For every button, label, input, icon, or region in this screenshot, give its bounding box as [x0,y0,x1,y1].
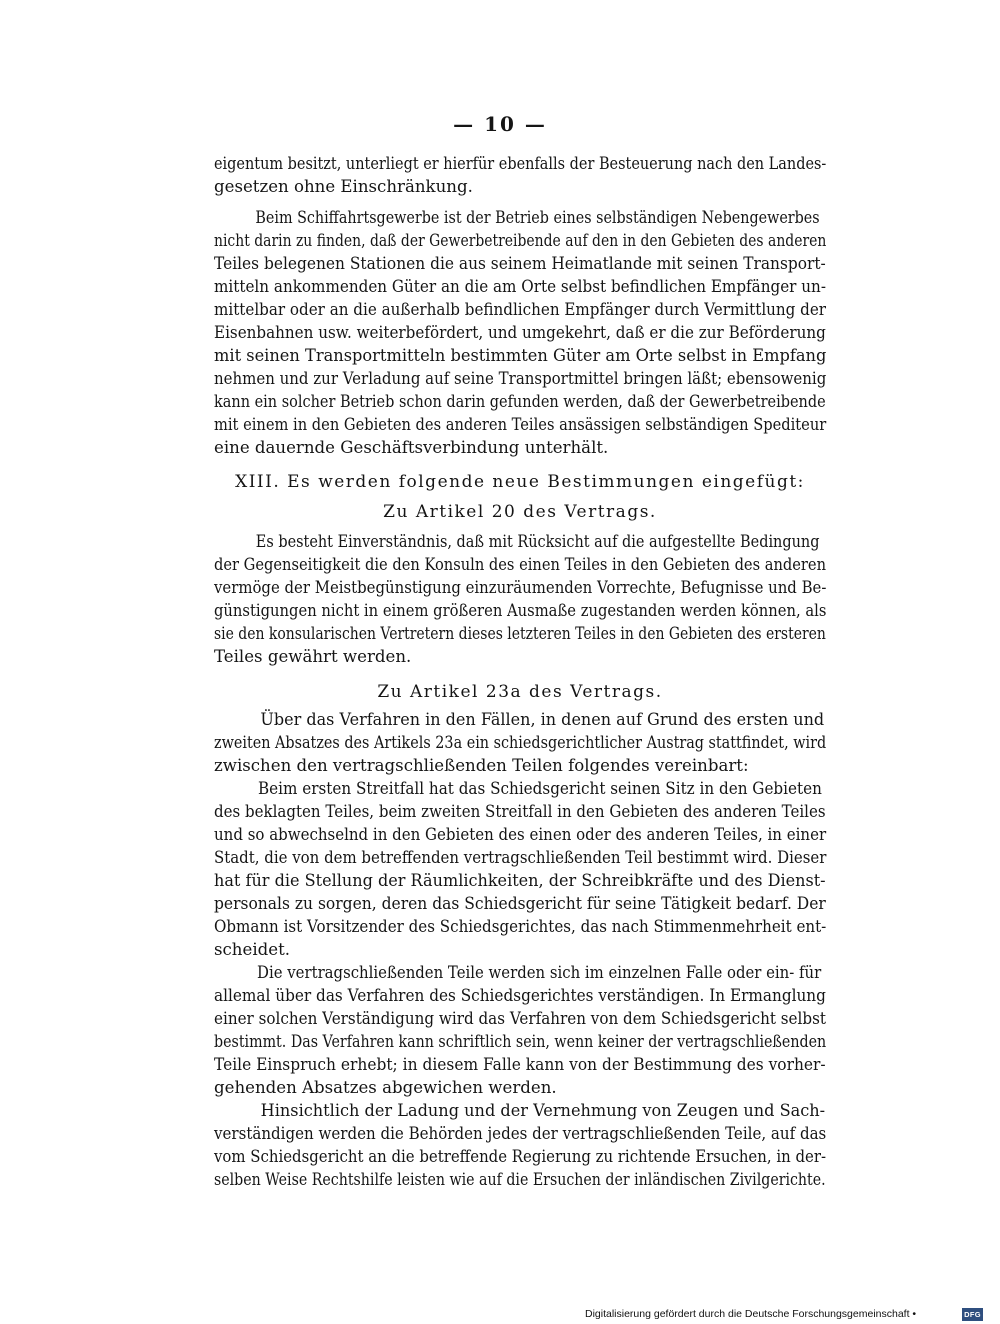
page-number: — 10 — [453,112,547,136]
text-line: und so abwechselnd in den Gebieten des einen oder des anderen Teiles, in einer [214,825,827,844]
digitization-credit: Digitalisierung gefördert durch die Deutsche Forschungsgemeinschaft • [585,1308,917,1320]
text-line: einer solchen Verständigung wird das Verfahren von dem Schiedsgericht selbst [214,1009,826,1028]
text-line: Über das Verfahren in den Fällen, in denen auf Grund des ersten und [260,710,825,729]
text-line: verständigen werden die Behörden jedes der vertragschließenden Teile, auf das [214,1124,827,1143]
text-line: vom Schiedsgericht an die betreffende Regierung zu richtende Ersuchen, in der- [214,1147,826,1166]
text-line: hat für die Stellung der Räumlichkeiten, der Schreibkräfte und des Dienst- [214,871,826,890]
text-line: nicht darin zu finden, daß der Gewerbetreibende auf den in den Gebieten des anderen [214,231,827,250]
text-line: allemal über das Verfahren des Schiedsgerichtes verständigen. In Ermanglung [214,986,826,1005]
section-heading-xiii: XIII. Es werden folgende neue Bestimmungen eingefügt: [235,472,805,492]
paragraph-schiffahrtsgewerbe [214,206,826,459]
text-line: des beklagten Teiles, beim zweiten Streitfall in den Gebieten des anderen Teiles [214,802,826,821]
article-heading-23a: Zu Artikel 23a des Vertrags. [377,682,663,702]
dfg-logo-icon: DFG [962,1308,983,1321]
text-line: zweiten Absatzes des Artikels 23a ein schiedsgerichtlicher Austrag stattfindet, wird [214,733,827,752]
text-line: Obmann ist Vorsitzender des Schiedsgerichtes, das nach Stimmenmehrheit ent- [214,917,827,936]
text-line: Die vertragschließenden Teile werden sich im einzelnen Falle oder ein- für [257,963,822,982]
text-line: Eisenbahnen usw. weiterbefördert, und umgekehrt, daß er die zur Beförderung [214,323,826,342]
text-line: vermöge der Meistbegünstigung einzuräumenden Vorrechte, Befugnisse und Be- [214,578,827,597]
paragraph-continuation [214,152,826,198]
paragraph-rechtshilfe [214,1099,826,1191]
text-line: scheidet. [214,940,291,959]
text-line: Beim ersten Streitfall hat das Schiedsgericht seinen Sitz in den Gebieten [257,779,822,798]
text-line: Teiles belegenen Stationen die aus seinem Heimatlande mit seinen Transport- [214,254,826,273]
paragraph-streitfall [214,777,826,961]
text-line: Es besteht Einverständnis, daß mit Rücksicht auf die aufgestellte Bedingung [255,532,820,551]
text-line: Hinsichtlich der Ladung und der Vernehmung von Zeugen und Sach- [260,1101,826,1120]
text-line: zwischen den vertragschließenden Teilen folgendes vereinbart: [214,756,749,775]
article-heading-20: Zu Artikel 20 des Vertrags. [383,502,657,522]
text-line: Teiles gewährt werden. [214,647,412,666]
text-line: nehmen und zur Verladung auf seine Transportmittel bringen läßt; ebensowenig [214,369,827,388]
text-line: der Gegenseitigkeit die den Konsuln des einen Teiles in den Gebieten des anderen [214,555,827,574]
text-line: bestimmt. Das Verfahren kann schriftlich sein, wenn keiner der vertragschließenden [214,1032,827,1051]
paragraph-verfahren [214,708,826,777]
paragraph-verstaendigung [214,961,826,1099]
text-line: Stadt, die von dem betreffenden vertragschließenden Teil bestimmt wird. Dieser [214,848,827,867]
text-line: gesetzen ohne Einschränkung. [214,177,473,196]
text-line: eigentum besitzt, unterliegt er hierfür ebenfalls der Besteuerung nach den Landes- [214,154,827,173]
text-line: mit einem in den Gebieten des anderen Teiles ansässigen selbständigen Spediteur [214,415,827,434]
text-line: mitteln ankommenden Güter an die am Orte selbst befindlichen Empfänger un- [214,277,826,296]
text-line: selben Weise Rechtshilfe leisten wie auf die Ersuchen der inländischen Zivilgerichte. [214,1170,826,1189]
text-line: mit seinen Transportmitteln bestimmten Güter am Orte selbst in Empfang [214,346,827,365]
text-line: mittelbar oder an die außerhalb befindlichen Empfänger durch Vermittlung der [214,300,827,319]
text-line: Beim Schiffahrtsgewerbe ist der Betrieb eines selbständigen Nebengewerbes [255,208,820,227]
paragraph-artikel-20 [214,530,826,668]
text-line: eine dauernde Geschäftsverbindung unterhält. [214,438,609,457]
text-line: gehenden Absatzes abgewichen werden. [214,1078,557,1097]
text-line: Teile Einspruch erhebt; in diesem Falle kann von der Bestimmung des vorher- [214,1055,826,1074]
text-line: personals zu sorgen, deren das Schiedsgericht für seine Tätigkeit bedarf. Der [214,894,826,913]
text-line: kann ein solcher Betrieb schon darin gefunden werden, daß der Gewerbetreibende [214,392,826,411]
text-line: sie den konsularischen Vertretern dieses letzteren Teiles in den Gebieten des ersteren [214,624,826,643]
text-line: günstigungen nicht in einem größeren Ausmaße zugestanden werden können, als [214,601,827,620]
